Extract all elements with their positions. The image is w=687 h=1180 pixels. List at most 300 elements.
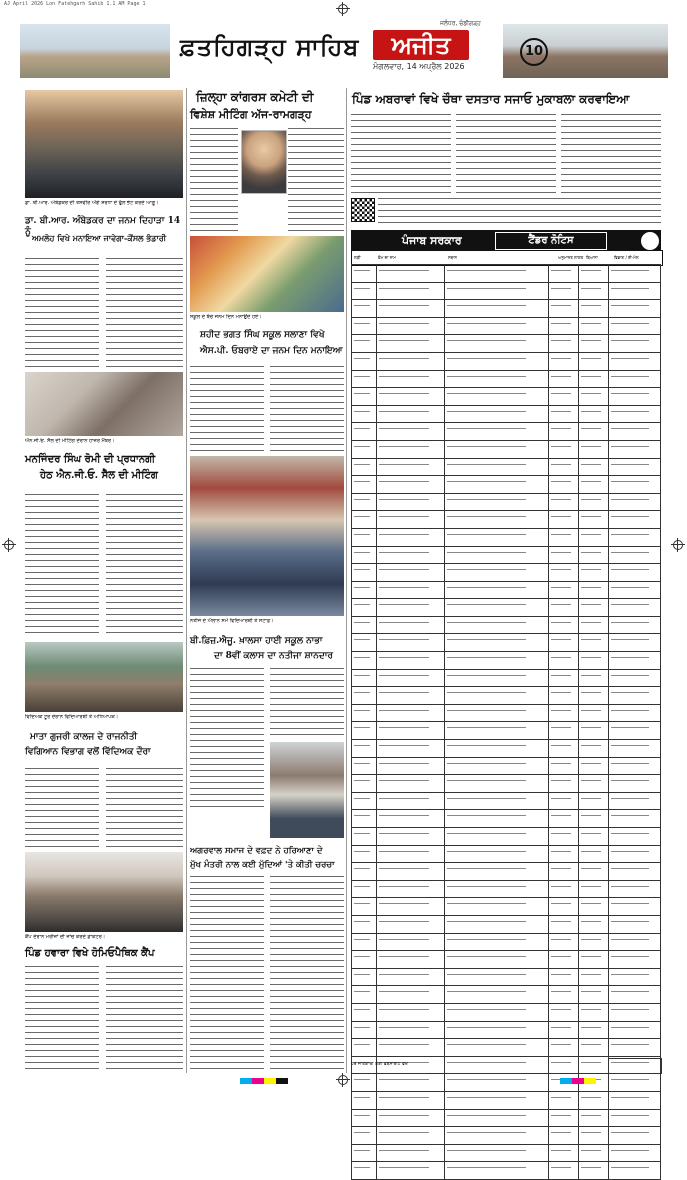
- table-cell: [548, 757, 578, 775]
- page-number: 10: [520, 38, 548, 66]
- table-cell: [352, 863, 377, 881]
- table-cell: [609, 915, 661, 933]
- table-cell: [548, 933, 578, 951]
- article-body: [25, 966, 99, 1070]
- table-cell: [352, 951, 377, 969]
- headline: ਮਨਜਿੰਦਰ ਸਿੰਘ ਰੋਮੀ ਦੀ ਪ੍ਰਧਾਨਗੀ: [25, 454, 156, 465]
- tender-footer-note: ਹੋਰ ਜਾਣਕਾਰੀ ਲਈ ਵੈੱਬਸਾਈਟ ਵੇਖੋ: [351, 1062, 408, 1067]
- table-cell: [352, 757, 377, 775]
- table-row: [352, 722, 661, 740]
- table-cell: [352, 1144, 377, 1162]
- edition-label: ਜਲੰਧਰ, ਚੰਡੀਗੜ੍ਹ: [440, 20, 481, 27]
- table-cell: [352, 440, 377, 458]
- table-cell: [352, 915, 377, 933]
- table-cell: [444, 792, 548, 810]
- table-cell: [578, 704, 608, 722]
- table-cell: [376, 335, 444, 353]
- brand-logo: ਅਜੀਤ: [373, 30, 469, 60]
- table-cell: [376, 880, 444, 898]
- headline: ਸ਼ਹੀਦ ਭਗਤ ਸਿੰਘ ਸਕੂਲ ਸਲਾਣਾ ਵਿਖੇ: [200, 330, 325, 340]
- table-cell: [376, 951, 444, 969]
- table-row: [352, 1003, 661, 1021]
- table-cell: [578, 282, 608, 300]
- table-cell: [548, 1021, 578, 1039]
- table-cell: [444, 898, 548, 916]
- footer-box: [608, 1058, 662, 1074]
- table-cell: [376, 1003, 444, 1021]
- school-result-photo: [190, 456, 344, 616]
- table-cell: [376, 581, 444, 599]
- table-row: [352, 300, 661, 318]
- table-cell: [578, 528, 608, 546]
- registration-mark-icon: [2, 538, 16, 552]
- table-row: [352, 757, 661, 775]
- table-row: [352, 265, 661, 283]
- table-row: [352, 1091, 661, 1109]
- table-cell: [578, 915, 608, 933]
- table-cell: [578, 511, 608, 529]
- table-cell: [578, 722, 608, 740]
- table-cell: [578, 440, 608, 458]
- table-row: [352, 687, 661, 705]
- table-cell: [352, 810, 377, 828]
- color-swatch: [560, 1078, 572, 1084]
- table-cell: [609, 1144, 661, 1162]
- column-rule: [346, 88, 347, 1073]
- table-cell: [352, 652, 377, 670]
- article-body: [351, 114, 451, 194]
- article-body: [25, 258, 99, 368]
- table-cell: [548, 265, 578, 283]
- table-cell: [548, 564, 578, 582]
- ambedkar-event-photo: [25, 90, 183, 198]
- table-cell: [609, 352, 661, 370]
- table-cell: [609, 493, 661, 511]
- table-cell: [548, 300, 578, 318]
- article-body: [25, 494, 99, 638]
- table-row: [352, 282, 661, 300]
- table-cell: [352, 740, 377, 758]
- table-cell: [444, 634, 548, 652]
- table-cell: [444, 405, 548, 423]
- table-row: [352, 915, 661, 933]
- registration-mark-icon: [336, 1073, 350, 1087]
- subheadline: ਵਿਗਿਆਨ ਵਿਭਾਗ ਵਲੋਂ ਵਿੱਦਿਅਕ ਦੌਰਾ: [25, 747, 151, 757]
- table-cell: [548, 546, 578, 564]
- table-cell: [376, 1144, 444, 1162]
- table-cell: [609, 687, 661, 705]
- article-body: [561, 114, 661, 194]
- table-cell: [376, 740, 444, 758]
- table-cell: [578, 564, 608, 582]
- table-row: [352, 1021, 661, 1039]
- table-cell: [444, 335, 548, 353]
- table-cell: [609, 951, 661, 969]
- table-cell: [352, 599, 377, 617]
- table-cell: [376, 317, 444, 335]
- table-cell: [352, 792, 377, 810]
- table-cell: [376, 775, 444, 793]
- table-cell: [578, 1162, 608, 1180]
- article-body: [288, 128, 344, 232]
- table-cell: [352, 335, 377, 353]
- table-row: [352, 933, 661, 951]
- government-title: ਪੰਜਾਬ ਸਰਕਾਰ: [402, 234, 462, 247]
- table-cell: [444, 1021, 548, 1039]
- table-cell: [352, 493, 377, 511]
- table-row: [352, 652, 661, 670]
- table-cell: [352, 1091, 377, 1109]
- table-cell: [444, 810, 548, 828]
- table-header-cell: ਕੰਮ ਦਾ ਨਾਮ: [378, 255, 396, 260]
- table-cell: [609, 722, 661, 740]
- table-cell: [548, 792, 578, 810]
- table-cell: [609, 546, 661, 564]
- photo-caption: ਨਤੀਜੇ ਦੇ ਐਲਾਨ ਸਮੇਂ ਵਿਦਿਆਰਥੀ ਤੇ ਸਟਾਫ਼।: [190, 618, 274, 624]
- table-cell: [376, 845, 444, 863]
- table-cell: [548, 687, 578, 705]
- table-cell: [578, 757, 608, 775]
- table-cell: [444, 1091, 548, 1109]
- headline: ਅਗਰਵਾਲ ਸਮਾਜ ਦੇ ਵਫ਼ਦ ਨੇ ਹਰਿਆਣਾ ਦੇ: [190, 846, 323, 856]
- article-body: [270, 668, 344, 738]
- photo-caption: ਵਿਦਿਅਕ ਟੂਰ ਦੌਰਾਨ ਵਿਦਿਆਰਥੀ ਤੇ ਅਧਿਆਪਕ।: [25, 714, 119, 720]
- table-cell: [352, 581, 377, 599]
- table-cell: [548, 828, 578, 846]
- table-cell: [376, 599, 444, 617]
- table-row: [352, 528, 661, 546]
- table-cell: [376, 300, 444, 318]
- table-cell: [548, 1109, 578, 1127]
- table-cell: [609, 986, 661, 1004]
- article-body: [190, 128, 238, 232]
- table-row: [352, 317, 661, 335]
- section-title: ਫ਼ਤਹਿਗੜ੍ਹ ਸਾਹਿਬ: [180, 32, 360, 61]
- table-cell: [578, 968, 608, 986]
- table-cell: [609, 405, 661, 423]
- table-cell: [578, 616, 608, 634]
- table-cell: [376, 1021, 444, 1039]
- table-cell: [376, 265, 444, 283]
- table-row: [352, 564, 661, 582]
- table-cell: [352, 564, 377, 582]
- table-cell: [376, 634, 444, 652]
- table-cell: [578, 863, 608, 881]
- table-cell: [444, 599, 548, 617]
- table-cell: [444, 423, 548, 441]
- homeopathic-camp-photo: [25, 852, 183, 932]
- table-cell: [578, 388, 608, 406]
- color-swatch: [276, 1078, 288, 1084]
- table-cell: [444, 775, 548, 793]
- table-cell: [444, 1127, 548, 1145]
- table-cell: [352, 265, 377, 283]
- table-cell: [578, 1003, 608, 1021]
- table-cell: [352, 986, 377, 1004]
- subheadline: ਵਿਸ਼ੇਸ਼ ਮੀਟਿੰਗ ਅੱਜ-ਰਾਮਗੜ੍ਹ: [190, 108, 312, 121]
- table-cell: [578, 669, 608, 687]
- table-cell: [352, 458, 377, 476]
- table-cell: [352, 352, 377, 370]
- table-cell: [376, 915, 444, 933]
- article-body: [270, 366, 344, 452]
- table-cell: [548, 704, 578, 722]
- table-cell: [578, 634, 608, 652]
- table-cell: [548, 423, 578, 441]
- table-cell: [609, 810, 661, 828]
- table-cell: [376, 528, 444, 546]
- table-cell: [609, 652, 661, 670]
- table-cell: [444, 282, 548, 300]
- tender-notice-label: ਟੈਂਡਰ ਨੋਟਿਸ: [495, 232, 607, 250]
- table-cell: [352, 405, 377, 423]
- table-cell: [578, 476, 608, 494]
- table-cell: [444, 757, 548, 775]
- table-cell: [444, 986, 548, 1004]
- table-cell: [548, 528, 578, 546]
- table-cell: [548, 634, 578, 652]
- table-cell: [376, 1091, 444, 1109]
- table-cell: [444, 1144, 548, 1162]
- table-cell: [548, 722, 578, 740]
- table-cell: [352, 300, 377, 318]
- photo-caption: ਸਕੂਲ ਦੇ ਬੱਚੇ ਜਨਮ ਦਿਨ ਮਨਾਉਂਦੇ ਹੋਏ।: [190, 314, 262, 320]
- table-cell: [548, 1003, 578, 1021]
- table-cell: [609, 564, 661, 582]
- table-row: [352, 898, 661, 916]
- table-cell: [609, 300, 661, 318]
- school-kids-photo: [190, 236, 344, 312]
- table-cell: [444, 1039, 548, 1057]
- table-cell: [548, 986, 578, 1004]
- table-cell: [548, 669, 578, 687]
- educational-tour-photo: [25, 642, 183, 712]
- table-cell: [609, 1021, 661, 1039]
- print-slug: AJ April 2026 Lon Fatehgarh Sahib 1.1 AM Page 1: [4, 1, 146, 7]
- table-row: [352, 405, 661, 423]
- table-cell: [578, 740, 608, 758]
- table-row: [352, 1039, 661, 1057]
- table-cell: [376, 493, 444, 511]
- table-cell: [609, 265, 661, 283]
- table-cell: [376, 722, 444, 740]
- table-cell: [578, 493, 608, 511]
- table-cell: [444, 915, 548, 933]
- table-cell: [352, 722, 377, 740]
- registration-mark-icon: [336, 2, 350, 16]
- table-cell: [548, 317, 578, 335]
- table-cell: [376, 1109, 444, 1127]
- table-cell: [578, 546, 608, 564]
- table-cell: [578, 1021, 608, 1039]
- table-row: [352, 792, 661, 810]
- table-cell: [578, 652, 608, 670]
- masthead-center: [180, 20, 544, 78]
- table-cell: [609, 1162, 661, 1180]
- table-cell: [548, 405, 578, 423]
- table-cell: [444, 880, 548, 898]
- table-cell: [444, 616, 548, 634]
- table-cell: [376, 828, 444, 846]
- table-cell: [578, 317, 608, 335]
- table-cell: [609, 1109, 661, 1127]
- table-cell: [578, 775, 608, 793]
- table-cell: [609, 880, 661, 898]
- table-cell: [352, 546, 377, 564]
- table-cell: [444, 704, 548, 722]
- table-cell: [352, 775, 377, 793]
- table-cell: [444, 740, 548, 758]
- photo-caption: ਡਾ. ਬੀ.ਆਰ. ਅੰਬੇਡਕਰ ਦੀ ਤਸਵੀਰ ਅੱਗੇ ਸ਼ਰਧਾ ਦੇ ਫੁੱਲ ਭੇਟ ਕਰਦੇ ਆਗੂ।: [25, 200, 159, 206]
- table-row: [352, 1109, 661, 1127]
- table-cell: [376, 405, 444, 423]
- table-row: [352, 546, 661, 564]
- table-cell: [609, 775, 661, 793]
- color-swatch: [264, 1078, 276, 1084]
- table-cell: [578, 828, 608, 846]
- table-row: [352, 581, 661, 599]
- table-row: [352, 388, 661, 406]
- table-cell: [444, 511, 548, 529]
- table-cell: [352, 1162, 377, 1180]
- article-body: [25, 768, 99, 848]
- table-cell: [376, 352, 444, 370]
- table-cell: [578, 898, 608, 916]
- table-cell: [548, 863, 578, 881]
- table-cell: [352, 1109, 377, 1127]
- table-cell: [376, 282, 444, 300]
- table-cell: [609, 317, 661, 335]
- table-row: [352, 493, 661, 511]
- table-cell: [376, 1127, 444, 1145]
- table-cell: [444, 528, 548, 546]
- table-cell: [609, 845, 661, 863]
- table-cell: [578, 792, 608, 810]
- table-row: [352, 370, 661, 388]
- table-cell: [444, 669, 548, 687]
- table-cell: [352, 898, 377, 916]
- table-cell: [376, 370, 444, 388]
- table-row: [352, 775, 661, 793]
- column-rule: [186, 88, 187, 1073]
- article-body: [456, 114, 556, 194]
- headline: ਮਾਤਾ ਗੁਜਰੀ ਕਾਲਜ ਦੇ ਰਾਜਨੀਤੀ: [30, 732, 138, 742]
- table-cell: [609, 388, 661, 406]
- table-cell: [578, 810, 608, 828]
- table-cell: [376, 440, 444, 458]
- table-cell: [352, 1127, 377, 1145]
- table-cell: [609, 1091, 661, 1109]
- table-cell: [444, 951, 548, 969]
- table-cell: [578, 423, 608, 441]
- table-cell: [444, 1109, 548, 1127]
- masthead: [20, 18, 668, 80]
- table-cell: [376, 511, 444, 529]
- table-row: [352, 863, 661, 881]
- table-cell: [548, 1162, 578, 1180]
- table-cell: [578, 933, 608, 951]
- color-swatch: [252, 1078, 264, 1084]
- table-cell: [376, 863, 444, 881]
- table-cell: [609, 1039, 661, 1057]
- table-cell: [609, 440, 661, 458]
- table-cell: [609, 898, 661, 916]
- table-cell: [578, 300, 608, 318]
- table-cell: [548, 951, 578, 969]
- color-swatch: [240, 1078, 252, 1084]
- delegation-meeting-photo: [270, 742, 344, 838]
- table-cell: [352, 1021, 377, 1039]
- table-cell: [609, 968, 661, 986]
- table-cell: [376, 933, 444, 951]
- table-cell: [609, 476, 661, 494]
- table-cell: [376, 388, 444, 406]
- table-cell: [444, 933, 548, 951]
- issue-date: ਮੰਗਲਵਾਰ, 14 ਅਪ੍ਰੈਲ 2026: [373, 62, 465, 71]
- table-cell: [548, 282, 578, 300]
- table-row: [352, 423, 661, 441]
- table-cell: [578, 845, 608, 863]
- table-cell: [609, 616, 661, 634]
- table-cell: [352, 968, 377, 986]
- table-cell: [578, 1039, 608, 1057]
- table-cell: [444, 352, 548, 370]
- table-cell: [609, 423, 661, 441]
- headline: ਪਿੰਡ ਹਵਾਰਾ ਵਿਖੇ ਹੋਮਿਓਪੈਥਿਕ ਕੈਂਪ: [25, 948, 155, 959]
- table-cell: [609, 757, 661, 775]
- qr-code-icon: [351, 198, 375, 222]
- table-cell: [444, 317, 548, 335]
- table-row: [352, 1127, 661, 1145]
- table-cell: [444, 265, 548, 283]
- table-cell: [548, 652, 578, 670]
- table-cell: [548, 440, 578, 458]
- table-row: [352, 704, 661, 722]
- table-cell: [548, 335, 578, 353]
- table-cell: [444, 687, 548, 705]
- table-cell: [352, 423, 377, 441]
- table-row: [352, 1162, 661, 1180]
- table-cell: [578, 458, 608, 476]
- table-row: [352, 669, 661, 687]
- article-body: [106, 258, 183, 368]
- table-cell: [548, 915, 578, 933]
- table-cell: [609, 1127, 661, 1145]
- table-cell: [352, 669, 377, 687]
- table-cell: [578, 986, 608, 1004]
- headline: ਜ਼ਿਲ੍ਹਾ ਕਾਂਗਰਸ ਕਮੇਟੀ ਦੀ: [196, 90, 314, 104]
- table-row: [352, 458, 661, 476]
- table-cell: [376, 687, 444, 705]
- table-cell: [352, 880, 377, 898]
- table-cell: [444, 722, 548, 740]
- table-cell: [444, 968, 548, 986]
- table-cell: [548, 476, 578, 494]
- table-cell: [609, 933, 661, 951]
- table-cell: [578, 581, 608, 599]
- table-cell: [376, 1162, 444, 1180]
- table-cell: [609, 828, 661, 846]
- ngo-cell-meeting-photo: [25, 372, 183, 436]
- table-cell: [548, 898, 578, 916]
- table-cell: [352, 687, 377, 705]
- table-cell: [376, 458, 444, 476]
- table-cell: [444, 564, 548, 582]
- table-row: [352, 335, 661, 353]
- table-cell: [609, 282, 661, 300]
- article-body: [106, 966, 183, 1070]
- table-cell: [609, 370, 661, 388]
